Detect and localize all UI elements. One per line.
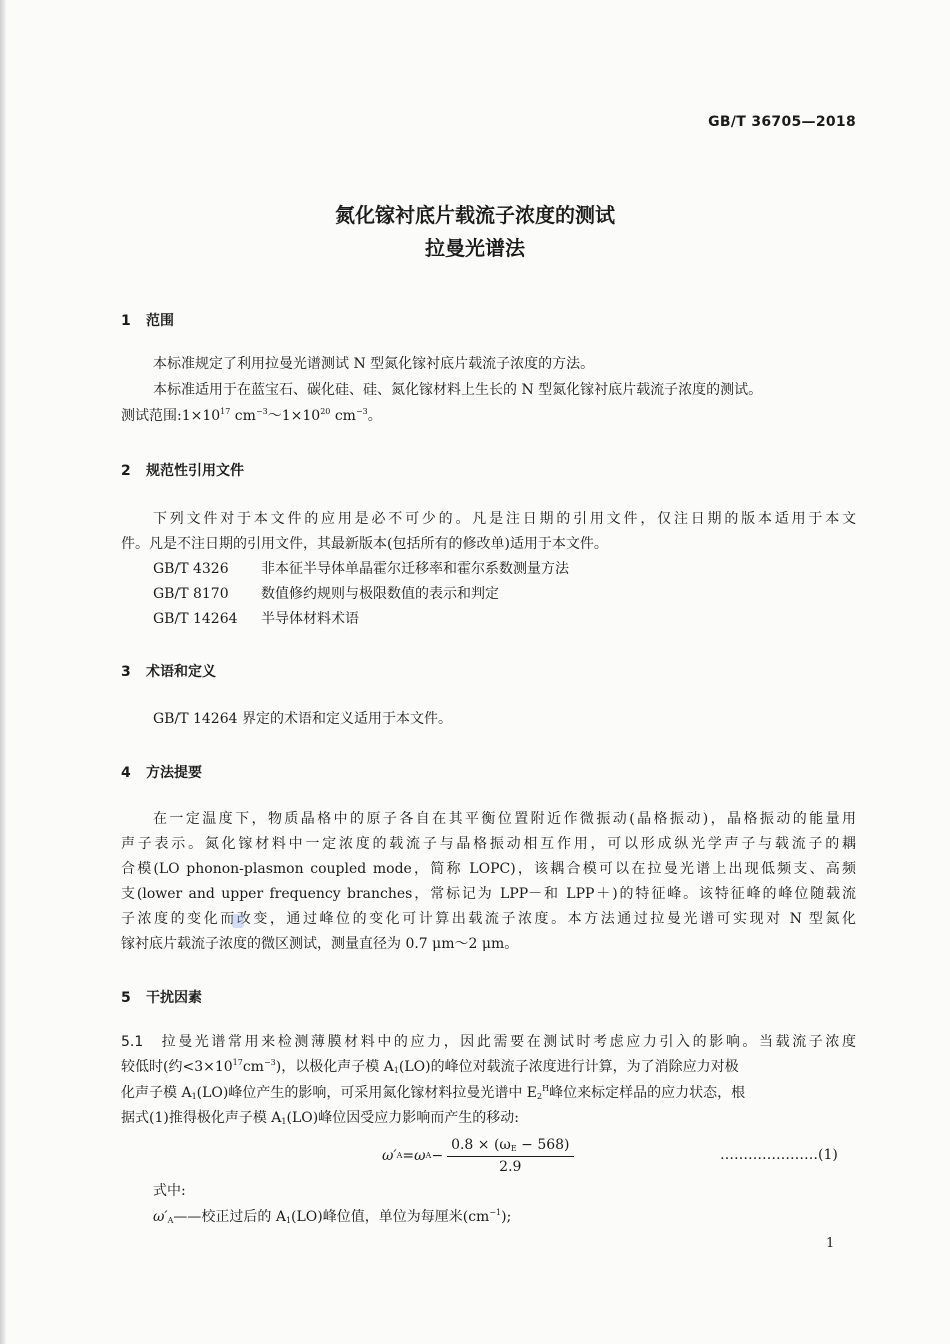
- section-4-heading: [121, 762, 202, 782]
- section-2-paragraph-line-2: 件。凡是不注日期的引用文件，其最新版本(包括所有的修改单)适用于本文件。: [121, 536, 608, 552]
- reference-item: [153, 611, 856, 627]
- section-5-1-line-2: [121, 1059, 856, 1075]
- subscript: 1: [393, 1066, 399, 1075]
- punctuation: 。: [367, 408, 382, 424]
- section-title: 干扰因素: [146, 990, 202, 1006]
- body-text: (LO)峰位因受应力影响而产生的移动:: [286, 1110, 519, 1126]
- formula-operator: −: [431, 1148, 444, 1164]
- section-3-paragraph: GB/T 14264 界定的术语和定义适用于本文件。: [153, 711, 452, 727]
- formula-symbol: =ω: [402, 1148, 426, 1164]
- section-3-heading: [121, 661, 216, 681]
- equation-1: ω′ A =ω A − $\frac{0.8 \times (\omega_E - 568)}{2.9}$: [382, 1137, 574, 1175]
- section-1-paragraph-2: 本标准适用于在蓝宝石、碳化硅、硅、氮化镓材料上生长的 N 型氮化镓衬底片载流子浓度的测试。: [153, 382, 763, 398]
- scan-smudge: [232, 914, 244, 928]
- section-5-1-line-4: [121, 1110, 856, 1126]
- symbol-definition: [153, 1209, 856, 1225]
- body-text: (LO)峰位产生的影响，可采用氮化镓材料拉曼光谱中 E: [196, 1085, 538, 1101]
- numerator-text: − 568): [516, 1137, 570, 1153]
- reference-item: [153, 561, 856, 577]
- exponent: 17: [232, 1058, 243, 1067]
- reference-title: 数值修约规则与极限数值的表示和判定: [261, 586, 499, 602]
- definition-text: (LO)峰位值，单位为每厘米(cm: [291, 1209, 490, 1225]
- reference-code: GB/T 14264: [153, 611, 238, 627]
- unit: cm: [242, 1059, 264, 1075]
- section-4-line: 子浓度的变化而改变，通过峰位的变化可计算出载流子浓度。本方法通过拉曼光谱可实现对 N 型氮化: [121, 911, 856, 927]
- section-2-heading: [121, 460, 244, 480]
- section-4-line: 声子表示。氮化镓材料中一定浓度的载流子与晶格振动相互作用，可以形成纵光学声子与载流子的耦: [121, 836, 856, 852]
- formula-symbol: ω′: [382, 1148, 397, 1164]
- reference-title: 半导体材料术语: [261, 611, 359, 627]
- body-text: 据式(1)推得极化声子模 A: [121, 1110, 282, 1126]
- subscript: 1: [191, 1092, 197, 1101]
- subscript: 2: [537, 1092, 543, 1101]
- exponent: −3: [255, 407, 268, 416]
- body-text: 化声子模 A: [121, 1085, 192, 1101]
- section-5-1-line-3: [121, 1085, 856, 1101]
- section-title: 术语和定义: [146, 664, 216, 680]
- subsection-number: 5.1: [121, 1034, 144, 1050]
- section-title: 规范性引用文件: [146, 463, 244, 479]
- document-subtitle: 拉曼光谱法: [425, 236, 525, 260]
- unit: cm: [330, 408, 356, 424]
- exponent: 17: [220, 407, 231, 416]
- section-number: 4: [121, 765, 131, 781]
- body-text: 较低时(约<3×10: [121, 1059, 233, 1075]
- document-title: 氮化镓衬底片载流子浓度的测试: [335, 203, 615, 227]
- section-1-heading: [121, 310, 174, 330]
- section-4-line: 镓衬底片载流子浓度的微区测试，测量直径为 0.7 μm～2 μm。: [121, 936, 519, 952]
- formula-subscript: E: [510, 1144, 517, 1153]
- section-4-line: 在一定温度下，物质晶格中的原子各自在其平衡位置附近作微振动(晶格振动)，晶格振动的能量用: [153, 811, 856, 827]
- equation-number: …………………(1): [720, 1147, 838, 1163]
- subscript: 1: [281, 1117, 287, 1126]
- formula-subscript: A: [167, 1216, 174, 1225]
- page-number: 1: [826, 1236, 835, 1251]
- reference-item: [153, 586, 856, 602]
- section-1-range-line: [121, 408, 856, 424]
- section-title: 范围: [146, 313, 174, 329]
- reference-code: GB/T 4326: [153, 561, 229, 577]
- formula-fraction: [447, 1137, 573, 1175]
- exponent: −3: [355, 407, 368, 416]
- reference-code: GB/T 8170: [153, 586, 229, 602]
- section-number: 3: [121, 664, 131, 680]
- subscript: 1: [285, 1216, 292, 1225]
- range-text: ～1×10: [267, 408, 321, 424]
- where-label: 式中:: [153, 1183, 186, 1199]
- exponent: −1: [489, 1208, 502, 1217]
- fraction-numerator: [447, 1137, 573, 1157]
- reference-title: 非本征半导体单晶霍尔迁移率和霍尔系数测量方法: [261, 561, 569, 577]
- section-5-heading: [121, 987, 202, 1007]
- section-4-line: 支(lower and upper frequency branches，常标记为 LPP－和 LPP＋)的特征峰。该特征峰的峰位随载流: [121, 886, 856, 902]
- section-1-paragraph-1: 本标准规定了利用拉曼光谱测试 N 型氮化镓衬底片载流子浓度的方法。: [153, 356, 595, 372]
- body-text: 拉曼光谱常用来检测薄膜材料中的应力，因此需要在测试时考虑应力引入的影响。当载流子浓度: [159, 1034, 856, 1050]
- body-text: 峰位来标定样品的应力状态，根: [549, 1085, 746, 1101]
- section-number: 1: [121, 313, 131, 329]
- standard-number: GB/T 36705—2018: [708, 114, 856, 130]
- punctuation: );: [501, 1209, 512, 1225]
- unit: cm: [230, 408, 256, 424]
- definition-text: ——校正过后的 A: [173, 1209, 286, 1225]
- superscript: H: [542, 1084, 550, 1093]
- range-text: 测试范围:1×10: [121, 408, 221, 424]
- numerator-text: 0.8 × (ω: [451, 1137, 511, 1153]
- body-text: (LO)的峰位对载流子浓度进行计算，为了消除应力对极: [398, 1059, 739, 1075]
- section-number: 5: [121, 990, 131, 1006]
- section-2-paragraph-line-1: 下列文件对于本文件的应用是必不可少的。凡是注日期的引用文件，仅注日期的版本适用于本文: [153, 511, 856, 527]
- section-title: 方法提要: [146, 765, 202, 781]
- exponent: −3: [263, 1058, 276, 1067]
- exponent: 20: [320, 407, 331, 416]
- body-text: )，以极化声子模 A: [275, 1059, 394, 1075]
- section-4-line: 合模(LO phonon-plasmon coupled mode，简称 LOPC)，该耦合模可以在拉曼光谱上出现低频支、高频: [121, 861, 856, 877]
- fraction-denominator: 2.9: [499, 1159, 522, 1175]
- section-5-1-line-1: [121, 1034, 856, 1050]
- formula-symbol: ω′: [153, 1209, 168, 1225]
- section-number: 2: [121, 463, 131, 479]
